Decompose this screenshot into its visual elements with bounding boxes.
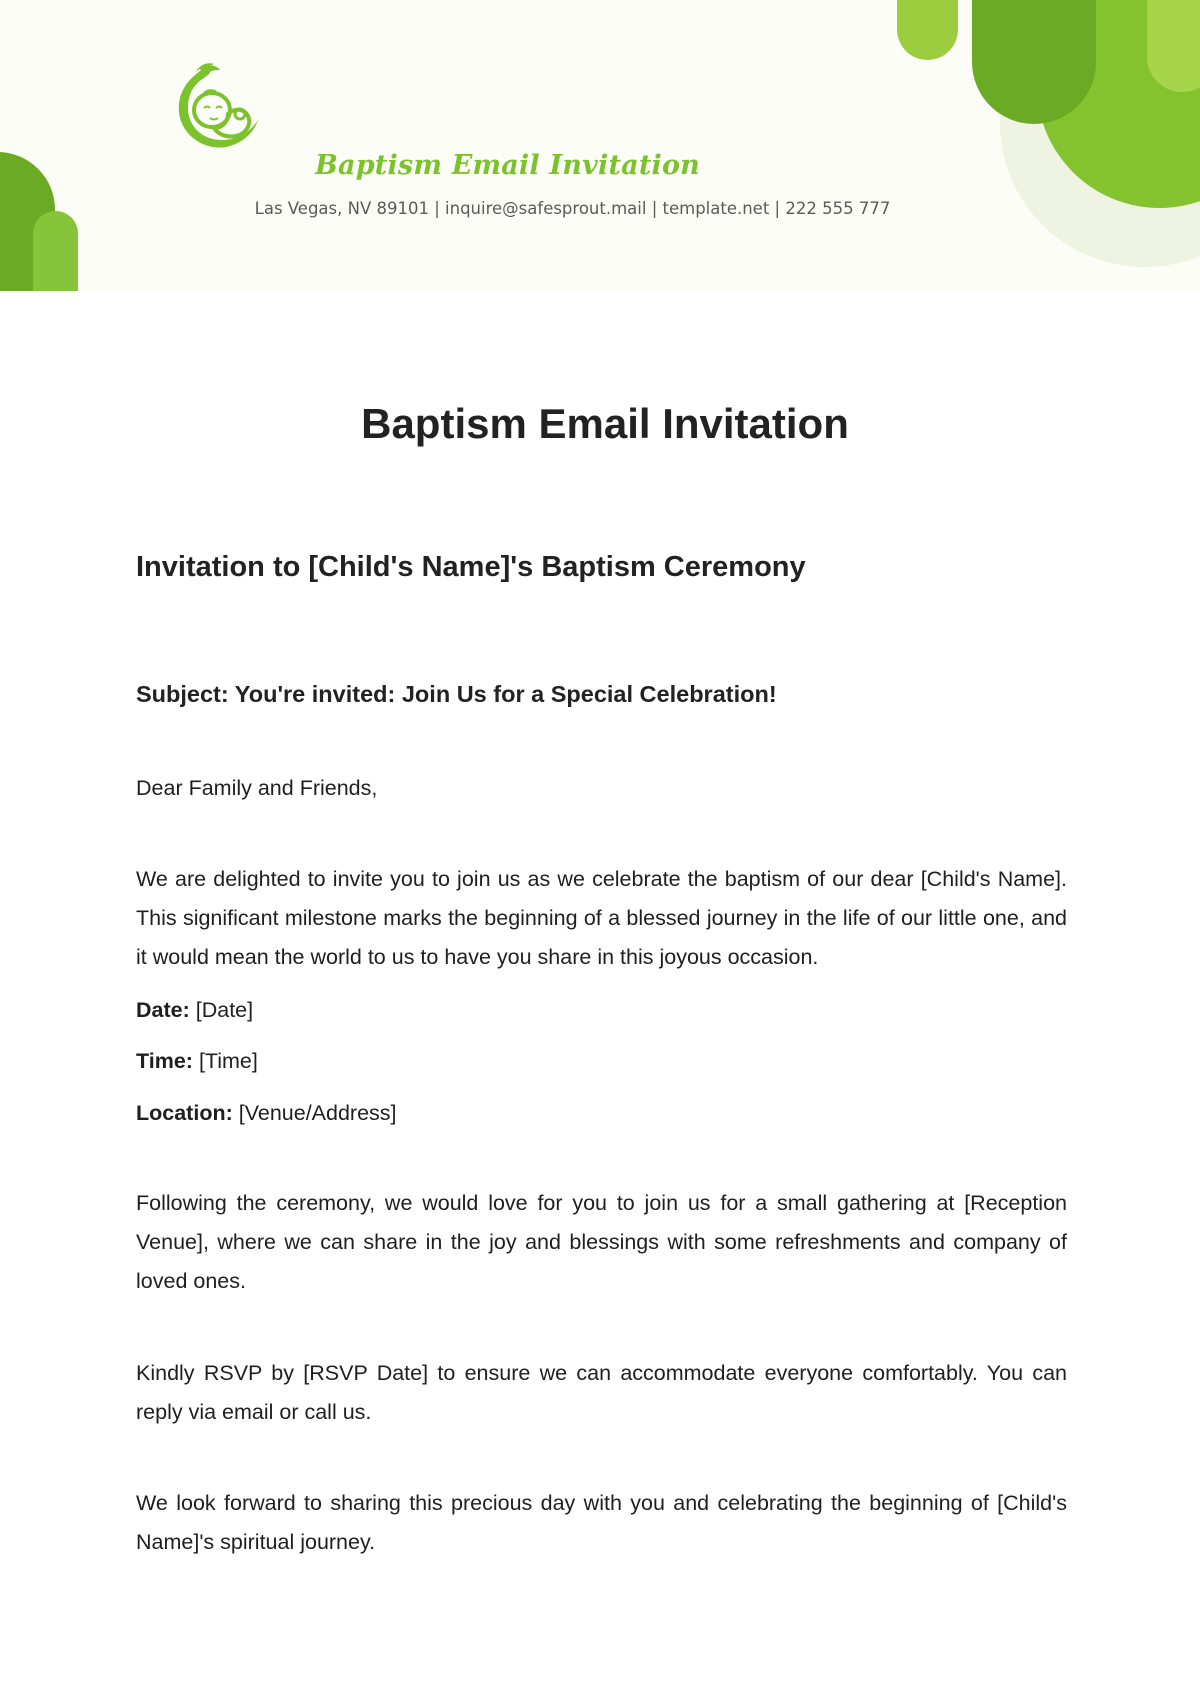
detail-location-value: [Venue/Address] (238, 1101, 397, 1125)
detail-location-label: Location: (136, 1101, 233, 1125)
intro-paragraph: We are delighted to invite you to join us as we celebrate the baptism of our dear [Child's Name]. This significant milestone marks the beginning of a blessed journey in the life of our little one, and it would mean the world to us to have you share in this joyous occasion. (136, 867, 1067, 969)
right-decor-light-pill (1147, 0, 1200, 92)
detail-time (136, 1046, 1067, 1076)
greeting: Dear Family and Friends, (136, 776, 378, 800)
detail-date-value: [Date] (195, 998, 254, 1022)
right-decor-dark-pill (972, 0, 1096, 124)
detail-time-label: Time: (136, 1049, 193, 1073)
brand-title: Baptism Email Invitation (315, 150, 700, 181)
baby-icon (172, 62, 264, 154)
letterhead (0, 0, 1200, 291)
detail-location (136, 1098, 1067, 1128)
detail-date (136, 995, 1067, 1025)
detail-time-value: [Time] (198, 1049, 258, 1073)
rsvp-paragraph: Kindly RSVP by [RSVP Date] to ensure we can accommodate everyone comfortably. You can reply via email or call us. (136, 1361, 1067, 1424)
invitation-subtitle: Invitation to [Child's Name]'s Baptism Ceremony (136, 551, 806, 583)
email-subject: Subject: You're invited: Join Us for a Special Celebration! (136, 681, 777, 707)
reception-paragraph: Following the ceremony, we would love for you to join us for a small gathering at [Reception Venue], where we can share in the joy and blessings with some refreshments and company of loved ones. (136, 1191, 1067, 1293)
right-decor-small-pill (897, 0, 958, 60)
left-decor-short-pill (33, 211, 78, 291)
document-title: Baptism Email Invitation (361, 400, 849, 447)
detail-date-label: Date: (136, 998, 190, 1022)
closing-paragraph: We look forward to sharing this precious day with you and celebrating the beginning of [Child's Name]'s spiritual journey. (136, 1491, 1067, 1554)
contact-line: Las Vegas, NV 89101 | inquire@safesprout.mail | template.net | 222 555 777 (254, 199, 891, 218)
